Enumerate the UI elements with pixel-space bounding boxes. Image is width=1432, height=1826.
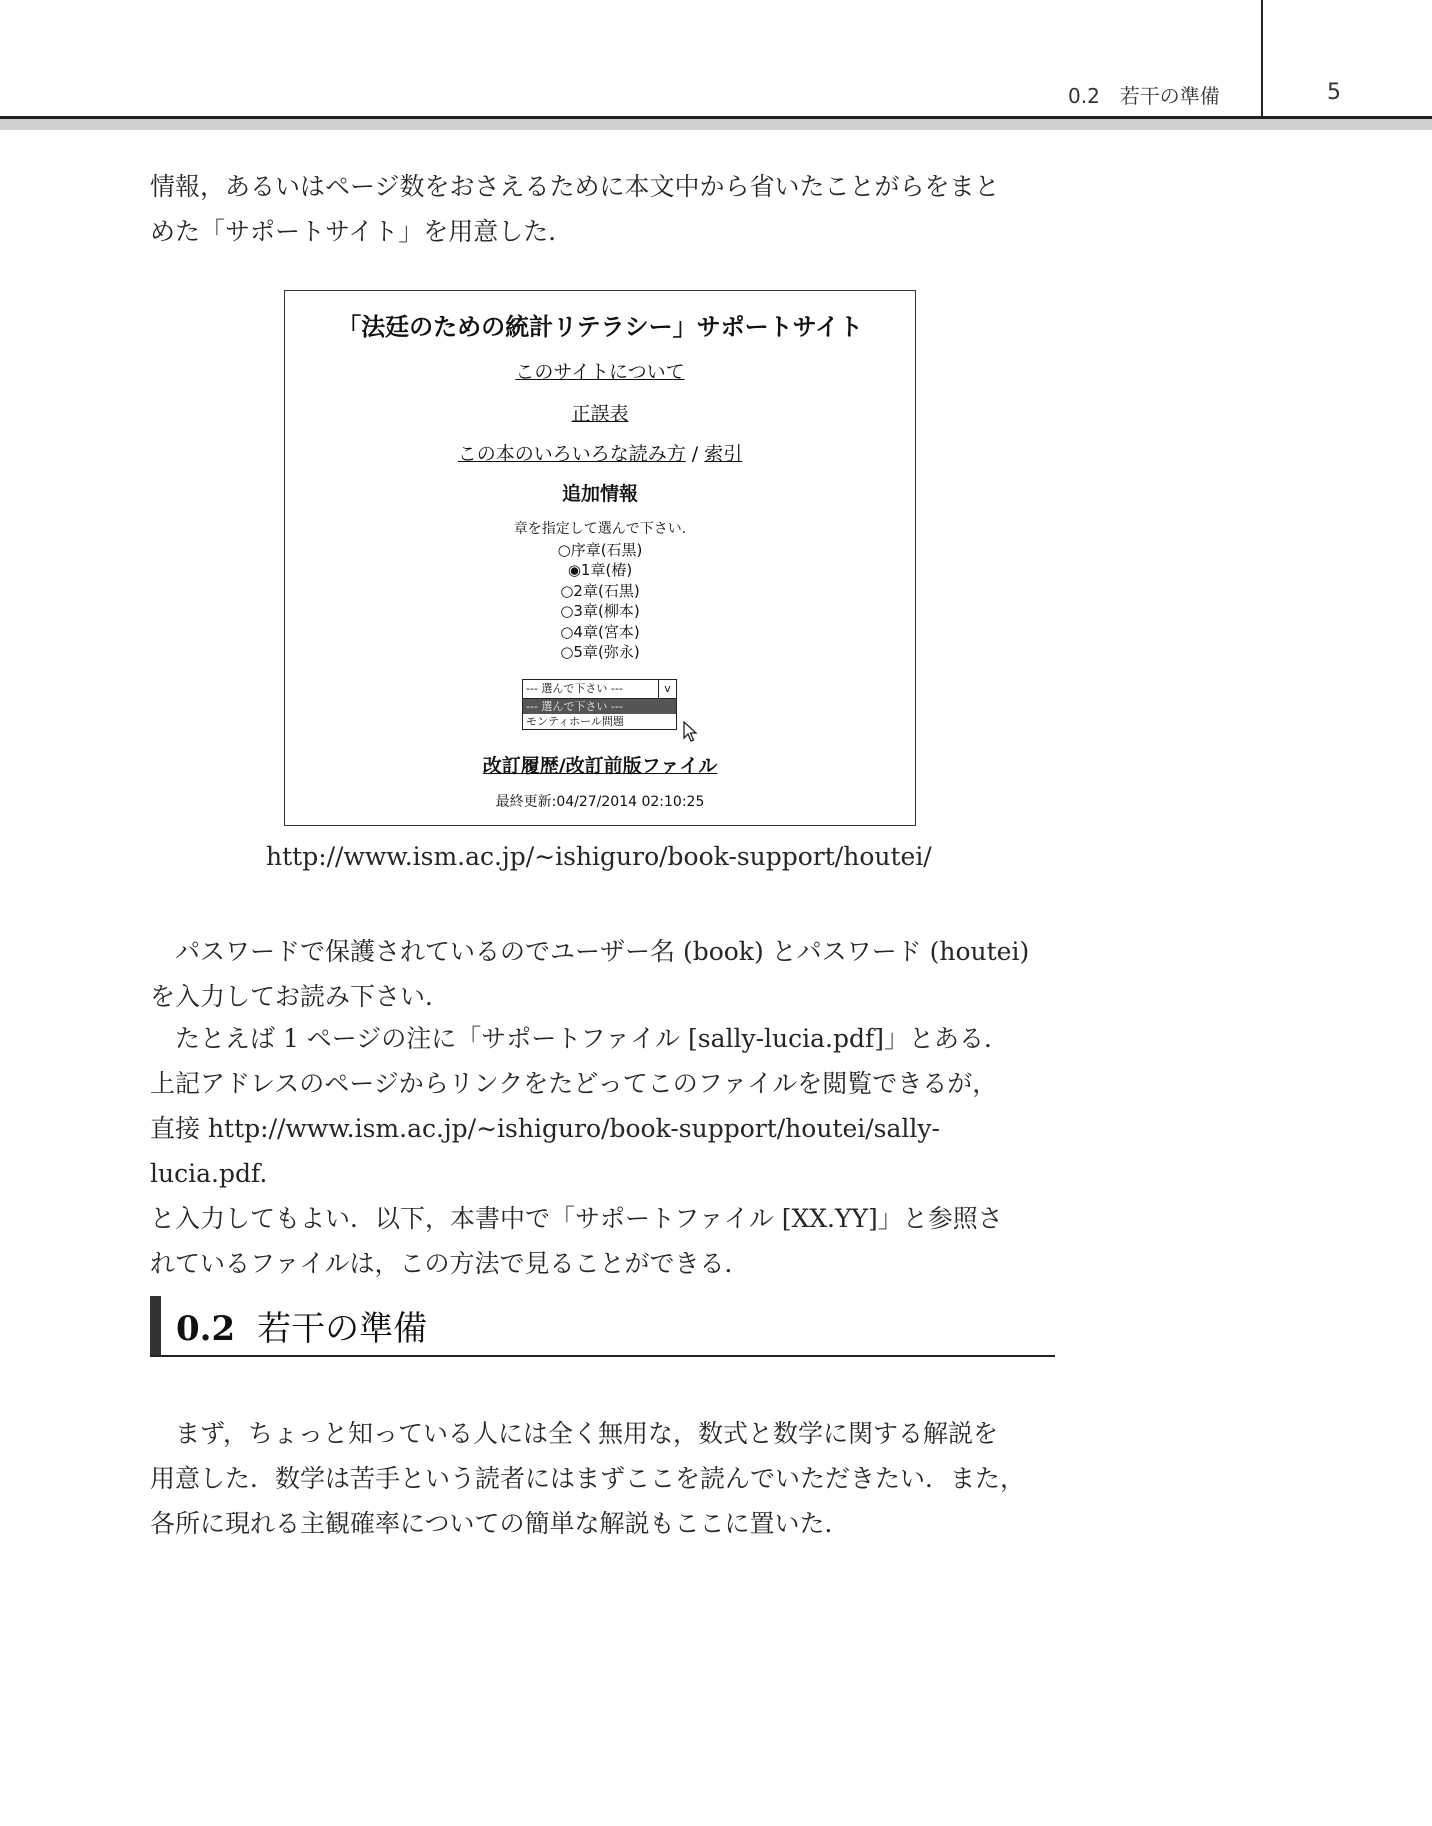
link-separator: / xyxy=(691,443,699,465)
mouse-pointer-icon xyxy=(683,721,699,743)
topic-select-options xyxy=(522,698,677,730)
radio-chapter-0[interactable]: ○序章(石黒) xyxy=(557,540,643,559)
radio-chapter-3[interactable]: ○3章(柳本) xyxy=(560,602,640,620)
text-line: れているファイルは，この方法で見ることができる． xyxy=(150,1249,750,1278)
last-updated: 最終更新:04/27/2014 02:10:25 xyxy=(495,794,705,810)
select-option[interactable]: --- 選んで下さい --- xyxy=(523,699,676,714)
text-line: 各所に現れる主観確率についての簡単な解説もここに置いた． xyxy=(150,1509,850,1538)
running-title: 0.2 若干の準備 xyxy=(1068,84,1220,108)
section-title: 若干の準備 xyxy=(257,1309,428,1349)
support-site-screenshot xyxy=(284,290,916,826)
select-option[interactable]: モンティホール問題 xyxy=(526,715,624,728)
link-errata[interactable]: 正誤表 xyxy=(571,403,629,425)
chapter-radio-group xyxy=(285,519,915,663)
link-reading-guide[interactable]: この本のいろいろな読み方 xyxy=(457,443,686,465)
page-number: 5 xyxy=(1327,80,1341,105)
radio-empty-icon: ○ xyxy=(560,643,574,661)
chevron-down-icon[interactable]: v xyxy=(658,680,676,698)
radio-empty-icon: ○ xyxy=(560,581,574,600)
section-heading xyxy=(176,1301,427,1350)
topic-select[interactable] xyxy=(522,679,677,699)
radio-chapter-1[interactable]: ◉1章(椿) xyxy=(567,561,633,579)
additional-info-heading: 追加情報 xyxy=(561,483,638,505)
text-line: 上記アドレスのページからリンクをたどってこのファイルを閲覧できるが， xyxy=(150,1069,998,1098)
text-line: まず，ちょっと知っている人には全く無用な，数式と数学に関する解説を xyxy=(175,1419,999,1448)
example-paragraph xyxy=(150,1016,1055,1286)
header-band xyxy=(0,119,1432,130)
link-about-site[interactable]: このサイトについて xyxy=(515,361,685,383)
radio-checked-icon: ◉ xyxy=(567,561,581,579)
figure-url-caption: http://www.ism.ac.jp/∼ishiguro/book-support/houtei/ xyxy=(266,842,932,871)
text-line: を入力してお読み下さい． xyxy=(150,982,451,1011)
section-paragraph xyxy=(150,1411,1055,1546)
radio-empty-icon: ○ xyxy=(557,540,571,559)
radio-empty-icon: ○ xyxy=(560,622,574,641)
text-line: 用意した．数学は苦手という読者にはまずここを読んでいただきたい．また， xyxy=(150,1464,1026,1493)
password-paragraph xyxy=(150,929,1055,1019)
link-index[interactable]: 索引 xyxy=(704,443,743,465)
radio-chapter-4[interactable]: ○4章(宮本) xyxy=(560,622,640,641)
text-line: と入力してもよい．以下，本書中で「サポートファイル [XX.YY]」と参照さ xyxy=(150,1204,1003,1233)
link-revision-history[interactable]: 改訂履歴/改訂前版ファイル xyxy=(482,755,718,777)
topic-select-value: --- 選んで下さい --- xyxy=(526,682,623,695)
text-line: 直接 http://www.ism.ac.jp/∼ishiguro/book-support/houtei/sally-lucia.pdf. xyxy=(150,1114,940,1188)
radio-chapter-5[interactable]: ○5章(弥永) xyxy=(560,643,640,661)
chapter-prompt: 章を指定して選んで下さい. xyxy=(513,521,687,537)
section-heading-rule xyxy=(150,1355,1055,1357)
section-heading-bar xyxy=(150,1296,161,1356)
radio-chapter-2[interactable]: ○2章(石黒) xyxy=(560,581,640,600)
text-line: たとえば 1 ページの注に「サポートファイル [sally-lucia.pdf]」とある． xyxy=(175,1024,1010,1053)
header-divider xyxy=(1261,0,1263,117)
radio-empty-icon: ○ xyxy=(560,602,574,620)
site-title: 「法廷のための統計リテラシー」サポートサイト xyxy=(337,313,863,341)
text-line: パスワードで保護されているのでユーザー名 (book) とパスワード (houtei) xyxy=(175,937,1030,966)
text-line: 情報，あるいはページ数をおさえるために本文中から省いたことがらをまと xyxy=(150,172,1000,201)
section-number: 0.2 xyxy=(176,1309,236,1349)
intro-paragraph xyxy=(150,164,1055,254)
text-line: めた「サポートサイト」を用意した． xyxy=(150,217,574,246)
